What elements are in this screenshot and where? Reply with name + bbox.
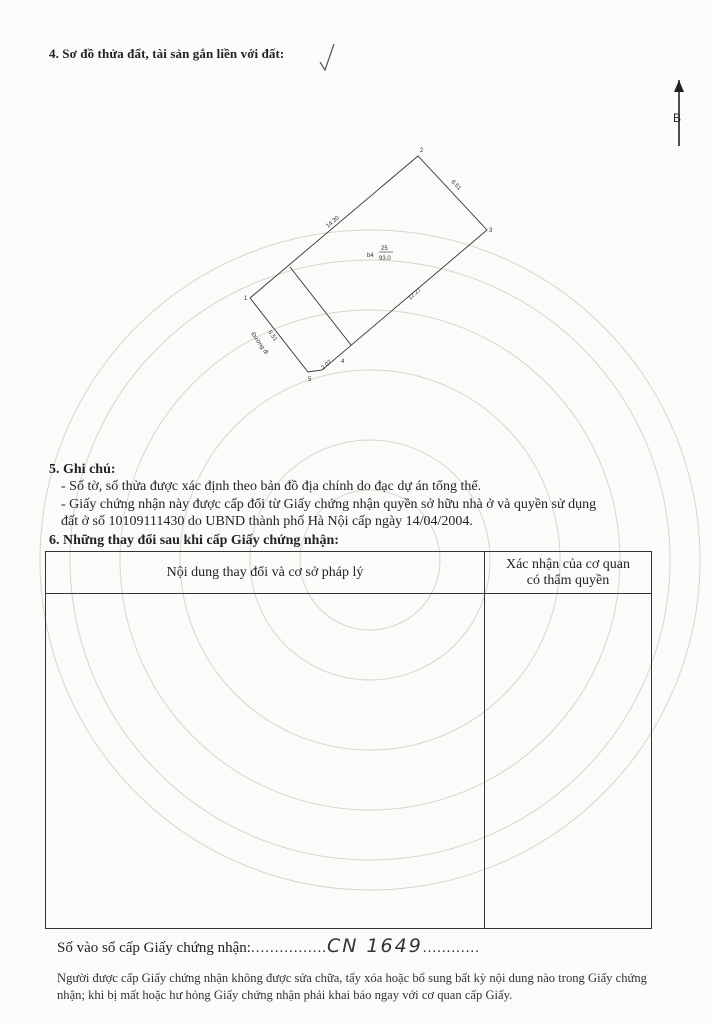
vertex-4-label: 4: [341, 359, 345, 365]
road-label: Đường đi: [249, 331, 269, 356]
parcel-divider-line: [290, 267, 351, 345]
confirmation-header-line-2: có thẩm quyền: [526, 572, 610, 588]
parcel-block-label: b4: [367, 253, 374, 259]
registration-line: [57, 935, 480, 957]
note-2-line-1: - Giấy chứng nhận này được cấp đổi từ Giấy chứng nhận quyền sở hữu nhà ở và quyền sử dụng: [61, 497, 597, 512]
edge-2-3-label: 6.51: [449, 179, 462, 192]
note-2-line-2: đất ở số 10109111430 do UBND thành phố Hà Nội cấp ngày 14/04/2004.: [61, 514, 473, 529]
registration-label: Số vào sổ cấp Giấy chứng nhận:: [57, 940, 251, 956]
edge-5-1-label: 6.51: [266, 329, 278, 343]
vertex-2-label: 2: [420, 148, 424, 154]
column-header-content: Nội dung thay đổi và cơ sở pháp lý: [46, 552, 485, 594]
edge-1-2-label: 14.30: [325, 215, 341, 230]
changes-table-body-row: [46, 594, 652, 929]
registration-number: CN 1649: [326, 935, 423, 957]
section-5-title: 5. Ghi chú:: [49, 462, 116, 477]
north-label: B: [673, 111, 682, 125]
changes-table: [45, 551, 652, 929]
registration-dots-before: ................: [250, 940, 327, 956]
changes-content-cell: [46, 594, 485, 929]
parcel-area-label: 93.0: [379, 256, 391, 262]
changes-table-header: [46, 552, 652, 594]
warning-text: Người được cấp Giấy chứng nhận không được sửa chữa, tẩy xóa hoặc bổ sung bất kỳ nội dung nào trong Giấy chứng nhận; khi bị mất hoặc hư hỏng Giấy chứng nhận phải khai báo ngay với cơ quan cấp Giấy.: [57, 971, 647, 1002]
parcel-outline: [250, 156, 487, 372]
confirmation-cell: [485, 594, 652, 929]
parcel-diagram: [0, 0, 711, 460]
vertex-3-label: 3: [489, 228, 493, 234]
column-header-confirmation: [485, 552, 652, 594]
vertex-1-label: 1: [244, 296, 248, 302]
vertex-5-label: 5: [308, 377, 312, 383]
note-1: - Số tờ, số thửa được xác định theo bản đồ địa chính do đạc dự án tổng thể.: [61, 479, 482, 494]
section-6-title: 6. Những thay đổi sau khi cấp Giấy chứng nhận:: [49, 533, 339, 548]
edge-4-5-label: 2.07: [320, 359, 334, 372]
edge-3-4-label: 12.27: [407, 287, 423, 302]
parcel-number-label: 25: [381, 246, 388, 252]
confirmation-header-line-1: Xác nhận của cơ quan: [505, 556, 630, 572]
registration-dots-after: ............: [422, 940, 480, 956]
section-4-title: 4. Sơ đồ thửa đất, tài sản gắn liền với đất:: [49, 46, 285, 61]
